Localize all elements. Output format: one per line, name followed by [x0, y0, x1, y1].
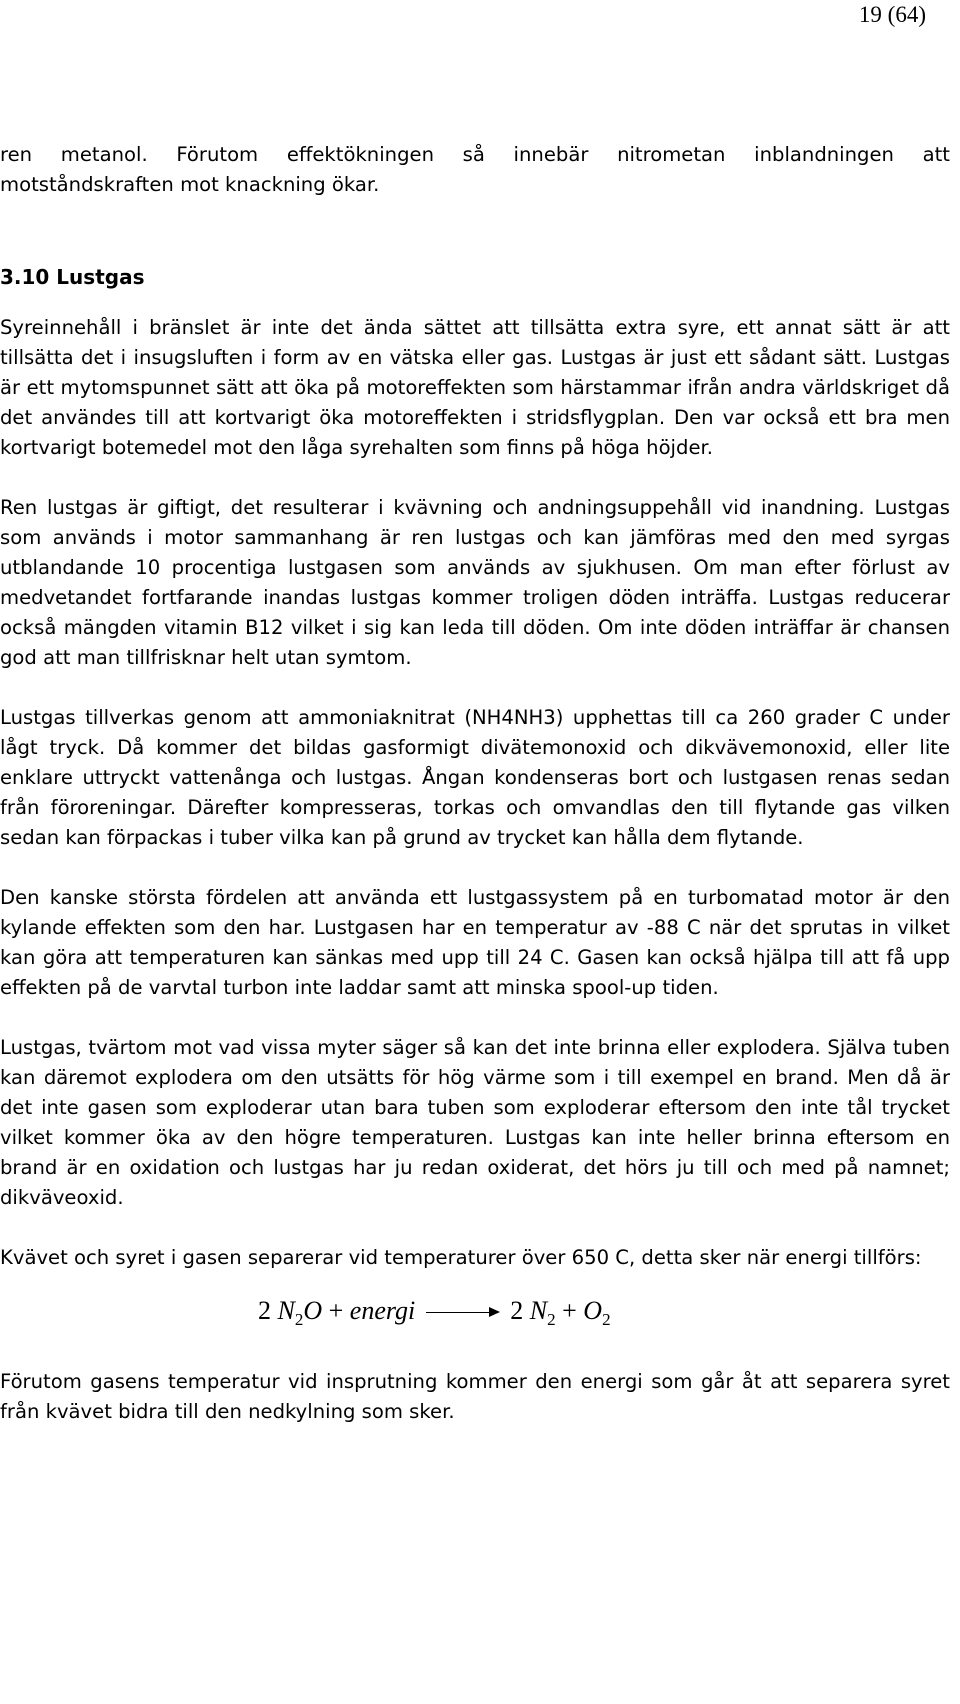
paragraph-cooling-effect: Den kanske största fördelen att använda ett lustgassystem på en turbomatad motor är den kylande effekten som den har. Lustgasen har en temperatur av -88 C när det sprutas in vilket kan göra att temperaturen kan sänkas med upp till 24 C. Gasen kan också hjälpa till att få upp effekten på de varvtal turbon inte laddar samt att minska spool-up tiden.	[0, 886, 950, 999]
equation-subscript: 2	[547, 1310, 556, 1329]
equation-plus: +	[328, 1296, 344, 1325]
section-heading: 3.10 Lustgas	[0, 265, 145, 289]
equation-plus: +	[562, 1296, 577, 1325]
chemical-equation	[0, 1291, 950, 1331]
equation-oxygen: O	[303, 1296, 323, 1325]
page-content	[0, 140, 950, 1457]
equation-nitrogen: N	[529, 1296, 548, 1325]
equation-subscript: 2	[602, 1310, 611, 1329]
equation-energy: energi	[349, 1296, 416, 1325]
equation-oxygen: O	[583, 1296, 603, 1325]
equation-subscript: 2	[294, 1310, 304, 1329]
equation-nitrogen: N	[277, 1296, 295, 1325]
paragraph-oxygen-content: Syreinnehåll i bränslet är inte det ända sättet att tillsätta extra syre, ett annat sätt är att tillsätta det i insugsluften i form av en vätska eller gas. Lustgas är just ett sådant sätt. Lustgas är ett mytomspunnet sätt att öka på motoreffekten som härstammar ifrån andra världskriget då det användes till att kortvarigt öka motoreffekten i stridsflygplan. Den var också ett bra men kortvarigt botemedel mot den låga syrehalten som finns på höga höjder.	[0, 316, 950, 459]
reaction-arrow-icon	[426, 1303, 500, 1323]
paragraph-separation: Kvävet och syret i gasen separerar vid temperaturer över 650 C, detta sker när energi tillförs:	[0, 1246, 922, 1269]
equation-coefficient: 2	[510, 1296, 524, 1325]
intro-paragraph: ren metanol. Förutom effektökningen så innebär nitrometan inblandningen att motståndskraften mot knackning ökar.	[0, 143, 950, 196]
closing-paragraph: Förutom gasens temperatur vid insprutning kommer den energi som går åt att separera syret från kvävet bidra till den nedkylning som sker.	[0, 1370, 950, 1423]
paragraph-toxicity: Ren lustgas är giftigt, det resulterar i kvävning och andningsuppehåll vid inandning. Lustgas som används i motor sammanhang är ren lustgas och kan jämföras med den med syrgas utblandande 10 procentiga lustgasen som används av sjukhusen. Om man efter förlust av medvetandet fortfarande inandas lustgas kommer troligen döden inträffa. Lustgas reducerar också mängden vitamin B12 vilket i sig kan leda till döden. Om inte döden inträffar är chansen god att man tillfrisknar helt utan symtom.	[0, 496, 950, 669]
equation-coefficient: 2	[258, 1296, 271, 1325]
paragraph-production: Lustgas tillverkas genom att ammoniaknitrat (NH4NH3) upphettas till ca 260 grader C under lågt tryck. Då kommer det bildas gasformigt divätemonoxid och dikvävemonoxid, eller lite enklare uttryckt vattenånga och lustgas. Ångan kondenseras bort och lustgasen renas sedan från föroreningar. Därefter kompresseras, torkas och omvandlas den till flytande gas vilken sedan kan förpackas i tuber vilka kan på grund av trycket kan hålla dem flytande.	[0, 706, 950, 849]
paragraph-explosion-myths: Lustgas, tvärtom mot vad vissa myter säger så kan det inte brinna eller explodera. Själva tuben kan däremot explodera om den utsätts för hög värme som i till exempel en brand. Men då är det inte gasen som exploderar utan bara tuben som exploderar eftersom den inte tål trycket vilket kommer öka av den högre temperaturen. Lustgas kan inte heller brinna eftersom en brand är en oxidation och lustgas har ju redan oxiderat, det hörs ju till och med på namnet; dikväveoxid.	[0, 1036, 950, 1209]
page-number: 19 (64)	[858, 2, 926, 27]
